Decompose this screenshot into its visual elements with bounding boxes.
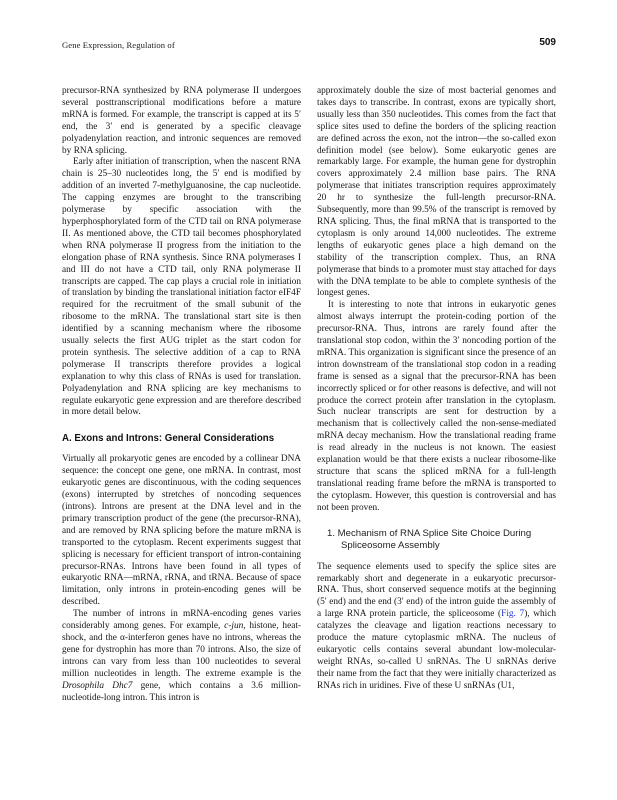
paragraph xyxy=(62,86,301,157)
text-run: Virtually all prokaryotic genes are encoded by a collinear DNA sequence: the concept one gene, one mRNA. In contrast, most eukaryotic genes are discontinuous, with the coding sequences (exons) interrupted by stretches of noncoding sequences (introns). Introns are present at the DNA level and in the primary transcription product of the gene (the precursor-RNA), and are removed by RNA splicing before the mature mRNA is transported to the cytoplasm. Recent experiments suggest that splicing is necessary for efficient transport of intron-containing precursor-RNAs. Introns have been found in all types of eukaryotic RNA—mRNA, rRNA, and tRNA. Because of space limitation, only introns in protein-encoding genes will be described. xyxy=(62,454,301,608)
text-run: approximately double the size of most bacterial genomes and takes days to transcribe. In contrast, exons are typically short, usually less than 350 nucleotides. This comes from the fact that splice sites used to define the borders of the splicing reaction are defined across the exon, not the intron—the so-called exon definition model (see below). Some eukaryotic genes are remarkably large. For example, the human gene for dystrophin covers approximately 2.4 million base pairs. The RNA polymerase that initiates transcription requires approximately 20 hr to synthesize the full-length precursor-RNA. Subsequently, more than 99.5% of the transcript is removed by RNA splicing. Thus, the final mRNA that is transported to the cytoplasm is only around 14,000 nucleotides. The extreme lengths of eukaryotic genes place a high demand on the stability of the transcription complex. Thus, an RNA polymerase that binds to a promoter must stay attached for days with the DNA template to be able to complete synthesis of the longest genes. xyxy=(317,86,556,299)
paragraph xyxy=(317,86,556,300)
text-run: The number of introns in mRNA-encoding genes varies considerably among genes. For example, xyxy=(62,609,301,632)
paragraph xyxy=(62,454,301,609)
text-run: The sequence elements used to specify the splice sites are remarkably short and degenerate in a eukaryotic precursor-RNA. Thus, short conserved sequence motifs at the beginning (5′ end) and the end (3′ end) of the intron guide the assembly of a large RNA protein particle, the spliceosome ( xyxy=(317,561,556,620)
text-run: ), which catalyzes the cleavage and ligation reactions necessary to produce the mature cytoplasmic mRNA. The nucleus of eukaryotic cells contains several abundant low-molecular-weight RNAs, so-called U snRNAs. The U snRNAs derive their name from the fact that they were initially characterized as RNAs rich in uridines. Five of these U snRNAs (U1, xyxy=(317,609,556,691)
text-run: precursor-RNA synthesized by RNA polymerase II undergoes several posttranscriptional modifications before a mature mRNA is formed. For example, the transcript is capped at its 5′ end, the 3′ end is generated by a specific cleavage polyadenylation reaction, and intronic sequences are removed by RNA splicing. xyxy=(62,86,301,156)
page-number: 509 xyxy=(539,37,556,48)
italic-gene-name: Drosophila Dhc7 xyxy=(62,680,133,691)
paragraph xyxy=(62,609,301,704)
figure-reference-link[interactable]: Fig. 7 xyxy=(501,609,525,620)
text-run: It is interesting to note that introns in eukaryotic genes almost always interrupt the protein-coding portion of the precursor-RNA. Thus, introns are rarely found after the translational stop codon, within the 3′ noncoding portion of the mRNA. This organization is significant since the presence of an intron downstream of the translational stop codon in a reading frame is sensed as a signal that the precursor-RNA has been incorrectly spliced or for other reasons is defective, and will not produce the correct protein after translation in the cytoplasm. Such nuclear transcripts are sent for destruction by a mechanism that is collectively called the non-sense-mediated mRNA decay mechanism. How the translational reading frame is read already in the nucleus is not known. The easiest explanation would be that there exists a nuclear ribosome-like structure that scans the spliced mRNA for a full-length translational reading frame before the mRNA is transported to the cytoplasm. However, this question is controversial and has not been proven. xyxy=(317,300,556,513)
section-heading-a: A. Exons and Introns: General Considerations xyxy=(62,433,275,445)
paragraph xyxy=(317,300,556,514)
subsection-heading-1: 1. Mechanism of RNA Splice Site Choice During Spliceosome Assembly xyxy=(327,527,532,552)
text-run: , histone, heat-shock, and the α-interferon genes have no introns, whereas the gene for dystrophin has more than 70 introns. Also, the size of introns can vary from less than 100 nucleotides to several million nucleotides in length. The extreme example is the xyxy=(62,621,301,679)
italic-gene-name: c-jun xyxy=(224,621,244,632)
text-run: Early after initiation of transcription, when the nascent RNA chain is 25–30 nucleotides long, the 5′ end is modified by addition of an inverted 7-methylguanosine, the cap nucleotide. The capping enzymes are brought to the transcribing polymerase by specific association with the hyperphosphorylated form of the CTD tail on RNA polymerase II. As mentioned above, the CTD tail becomes phosphorylated when RNA polymerase II progress from the initiation to the elongation phase of RNA synthesis. Since RNA polymerases I and III do not have a CTD tail, only RNA polymerase II transcripts are capped. The cap plays a crucial role in initiation of translation by binding the translational initiation factor eIF4F required for the recruitment of the small subunit of the ribosome to the mRNA. The translational start site is then identified by a scanning mechanism where the ribosome usually selects the first AUG triplet as the start codon for protein synthesis. The selective addition of a cap to RNA polymerase II transcripts therefore provides a logical explanation to why this class of RNAs is used for translation. Polyadenylation and RNA splicing are key mechanisms to regulate eukaryotic gene expression and are therefore described in more detail below. xyxy=(62,157,301,418)
text-run: gene, which contains a 3.6 million-nucleotide-long intron. This intron is xyxy=(62,680,301,703)
paragraph xyxy=(62,157,301,419)
running-head: Gene Expression, Regulation of xyxy=(62,40,175,50)
left-column xyxy=(62,86,301,704)
right-column xyxy=(317,86,556,704)
two-column-text-area xyxy=(62,86,556,704)
paragraph xyxy=(317,562,556,693)
